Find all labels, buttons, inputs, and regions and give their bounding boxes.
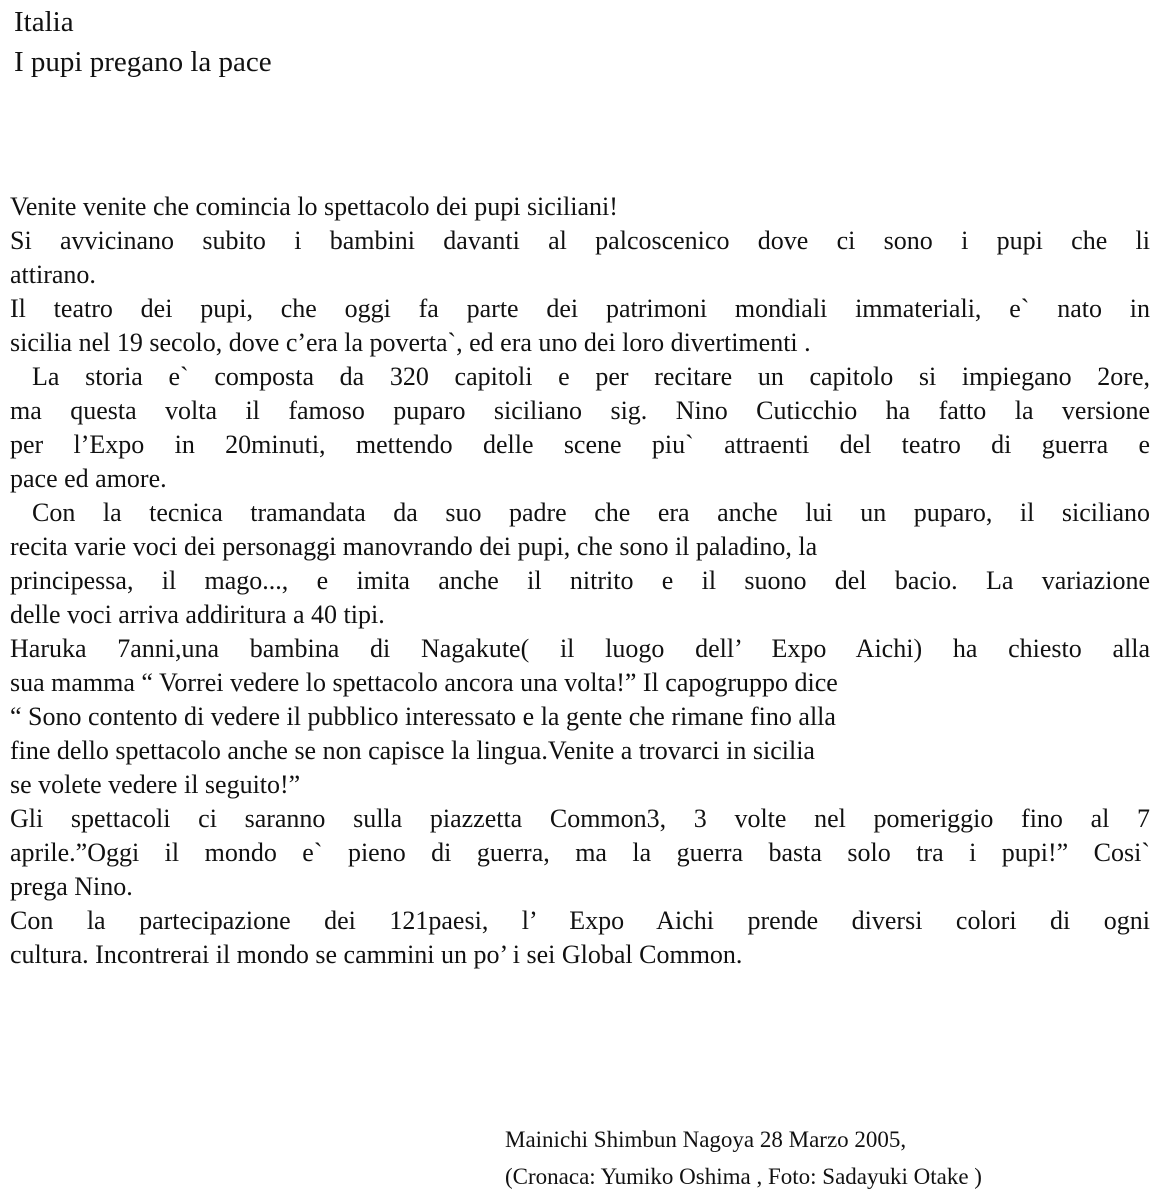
article-line: Il teatro dei pupi, che oggi fa parte dei patrimoni mondiali immateriali, e` nato in	[10, 294, 1150, 323]
article-line: cultura. Incontrerai il mondo se cammini un po’ i sei Global Common.	[10, 940, 743, 969]
article-line: attirano.	[10, 260, 96, 289]
article-line: Con la partecipazione dei 121paesi, l’ Expo Aichi prende diversi colori di ogni	[10, 906, 1150, 935]
article-title: I pupi pregano la pace	[14, 46, 272, 78]
article-line: per l’Expo in 20minuti, mettendo delle scene piu` attraenti del teatro di guerra e	[10, 430, 1150, 459]
author-credits: (Cronaca: Yumiko Oshima , Foto: Sadayuki Otake )	[505, 1164, 982, 1189]
article-line: principessa, il mago..., e imita anche il nitrito e il suono del bacio. La variazione	[10, 566, 1150, 595]
article-line: Con la tecnica tramandata da suo padre che era anche lui un puparo, il siciliano	[32, 498, 1150, 527]
article-line: sicilia nel 19 secolo, dove c’era la poverta`, ed era uno dei loro divertimenti .	[10, 328, 811, 357]
article-line: “ Sono contento di vedere il pubblico interessato e la gente che rimane fino alla	[10, 702, 836, 731]
article-line: Gli spettacoli ci saranno sulla piazzetta Common3, 3 volte nel pomeriggio fino al 7	[10, 804, 1150, 833]
article-line: recita varie voci dei personaggi manovrando dei pupi, che sono il paladino, la	[10, 532, 818, 561]
article-line: Venite venite che comincia lo spettacolo dei pupi siciliani!	[10, 192, 618, 221]
article-line: ma questa volta il famoso puparo siciliano sig. Nino Cuticchio ha fatto la versione	[10, 396, 1150, 425]
article-header	[14, 2, 272, 82]
country-heading: Italia	[14, 6, 74, 38]
article-credits	[505, 1121, 1145, 1195]
article-line: fine dello spettacolo anche se non capisce la lingua.Venite a trovarci in sicilia	[10, 736, 815, 765]
article-line: prega Nino.	[10, 872, 133, 901]
publication-source: Mainichi Shimbun Nagoya 28 Marzo 2005,	[505, 1127, 907, 1152]
article-line: sua mamma “ Vorrei vedere lo spettacolo ancora una volta!” Il capogruppo dice	[10, 668, 838, 697]
article-line: pace ed amore.	[10, 464, 167, 493]
article-line: delle voci arriva addiritura a 40 tipi.	[10, 600, 385, 629]
article-line: se volete vedere il seguito!”	[10, 770, 301, 799]
article-line: aprile.”Oggi il mondo e` pieno di guerra, ma la guerra basta solo tra i pupi!” Cosi`	[10, 838, 1150, 867]
article-line: Haruka 7anni,una bambina di Nagakute( il luogo dell’ Expo Aichi) ha chiesto alla	[10, 634, 1150, 663]
article-body	[10, 190, 1150, 972]
article-line: La storia e` composta da 320 capitoli e per recitare un capitolo si impiegano 2ore,	[32, 362, 1150, 391]
article-line: Si avvicinano subito i bambini davanti al palcoscenico dove ci sono i pupi che li	[10, 226, 1150, 255]
